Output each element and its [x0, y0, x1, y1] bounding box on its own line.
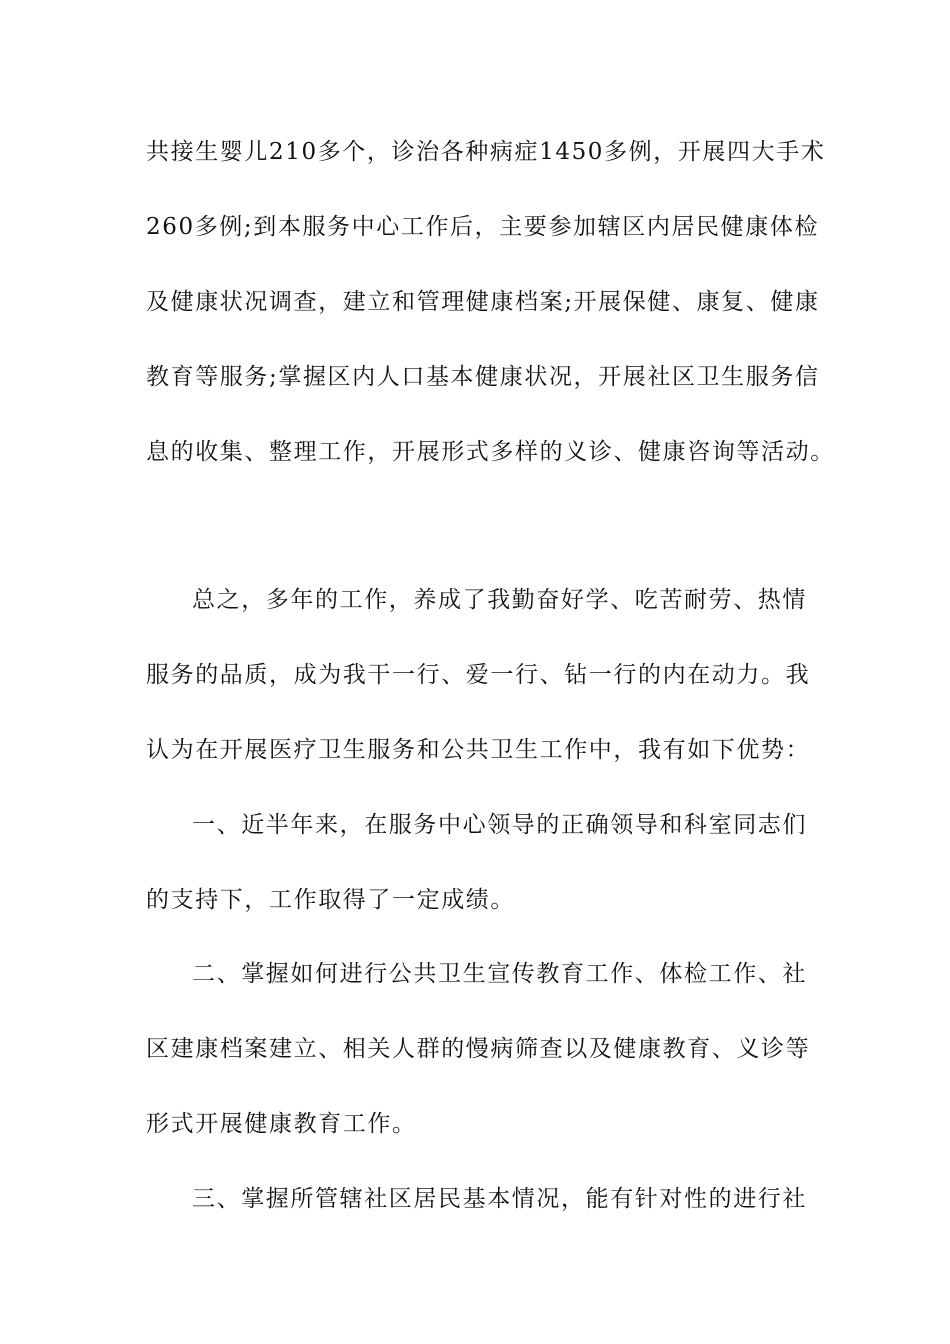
paragraph-1-line-3: 及健康状况调查，建立和管理健康档案;开展保健、康复、健康 — [146, 289, 820, 315]
paragraph-1-line-4: 教育等服务;掌握区内人口基本健康状况，开展社区卫生服务信 — [146, 364, 820, 390]
paragraph-4-line-2: 区建康档案建立、相关人群的慢病筛查以及健康教育、义诊等 — [146, 1036, 811, 1062]
paragraph-1-line-2: 260多例;到本服务中心工作后，主要参加辖区内居民健康体检 — [146, 214, 820, 240]
paragraph-4-line-1: 二、掌握如何进行公共卫生宣传教育工作、体检工作、社 — [192, 961, 807, 987]
paragraph-3-line-1: 一、近半年来，在服务中心领导的正确领导和科室同志们 — [192, 812, 807, 838]
paragraph-2-line-1: 总之，多年的工作，养成了我勤奋好学、吃苦耐劳、热情 — [192, 587, 807, 613]
paragraph-3-line-2: 的支持下，工作取得了一定成绩。 — [146, 887, 515, 913]
paragraph-1-line-1: 共接生婴儿210多个，诊治各种病症1450多例，开展四大手术 — [146, 139, 826, 165]
paragraph-4-line-3: 形式开展健康教育工作。 — [146, 1111, 417, 1137]
paragraph-5-line-1: 三、掌握所管辖社区居民基本情况，能有针对性的进行社 — [192, 1186, 807, 1212]
paragraph-2-line-2: 服务的品质，成为我干一行、爱一行、钻一行的内在动力。我 — [146, 662, 811, 688]
paragraph-2-line-3: 认为在开展医疗卫生服务和公共卫生工作中，我有如下优势： — [146, 737, 811, 763]
paragraph-1-line-5: 息的收集、整理工作，开展形式多样的义诊、健康咨询等活动。 — [146, 439, 835, 465]
